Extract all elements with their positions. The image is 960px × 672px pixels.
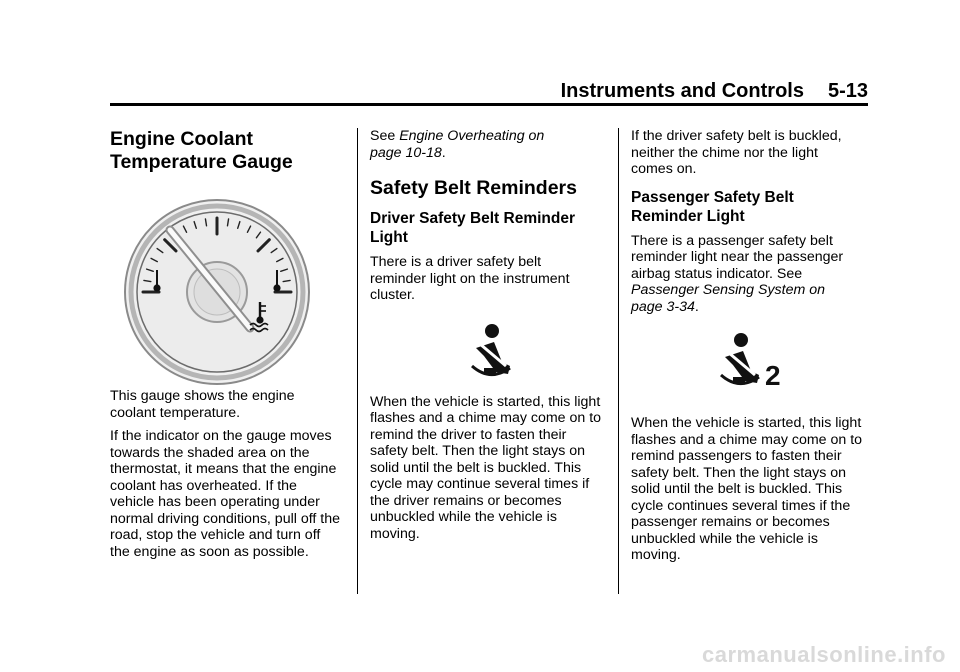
paragraph: When the vehicle is started, this light flashes and a chime may come on to remind passengers to fasten their safety belt. Then the light stays on solid until the belt is buckled. This cycle continues several times if the passenger remains or becomes unbuckled while the vehicle is moving.	[631, 415, 863, 563]
coolant-gauge-icon	[110, 180, 342, 386]
paragraph: There is a passenger safety belt reminder light near the passenger airbag status indicator. See Passenger Sensing System on page 3-34.	[631, 232, 844, 315]
running-header	[561, 80, 868, 103]
header-rule	[110, 103, 868, 106]
watermark: carmanualsonline.info	[702, 642, 946, 667]
paragraph: If the indicator on the gauge moves towards the shaded area on the thermostat, it means that the engine coolant has overheated. If the vehicle has been operating under normal driving conditions, pull off the road, stop the vehicle and turn off the engine as soon as possible.	[110, 428, 341, 560]
passenger-number: 2	[765, 360, 781, 391]
passenger-seatbelt-icon	[631, 315, 863, 411]
cross-reference: See Engine Overheating on page 10-18.	[370, 128, 545, 161]
column-1	[110, 128, 342, 560]
header-section: Instruments and Controls	[560, 80, 804, 102]
reference-link[interactable]: Engine Overheating on page 10-18	[370, 128, 545, 161]
section-title: Engine Coolant Temperature Gauge	[110, 128, 293, 173]
column-2	[370, 128, 602, 542]
driver-seatbelt-icon	[370, 304, 602, 394]
section-title: Safety Belt Reminders	[370, 177, 577, 199]
column-divider	[618, 128, 619, 594]
subsection-title: Passenger Safety Belt Reminder Light	[631, 188, 794, 225]
paragraph: If the driver safety belt is buckled, neither the chime nor the light comes on.	[631, 128, 842, 177]
paragraph: When the vehicle is started, this light flashes and a chime may come on to remind the driver to fasten their safety belt. Then the light stays on solid until the belt is buckled. This cycle may continue several times if the driver remains or becomes unbuckled while the vehicle is moving.	[370, 393, 602, 542]
subsection-title: Driver Safety Belt Reminder Light	[370, 210, 576, 246]
column-divider	[357, 128, 358, 594]
paragraph: There is a driver safety belt reminder light on the instrument cluster.	[370, 254, 570, 303]
header-page-number: 5-13	[827, 80, 868, 102]
paragraph: This gauge shows the engine coolant temperature.	[110, 388, 295, 421]
column-3	[631, 128, 863, 564]
reference-link[interactable]: Passenger Sensing System on page 3-34	[631, 282, 826, 315]
